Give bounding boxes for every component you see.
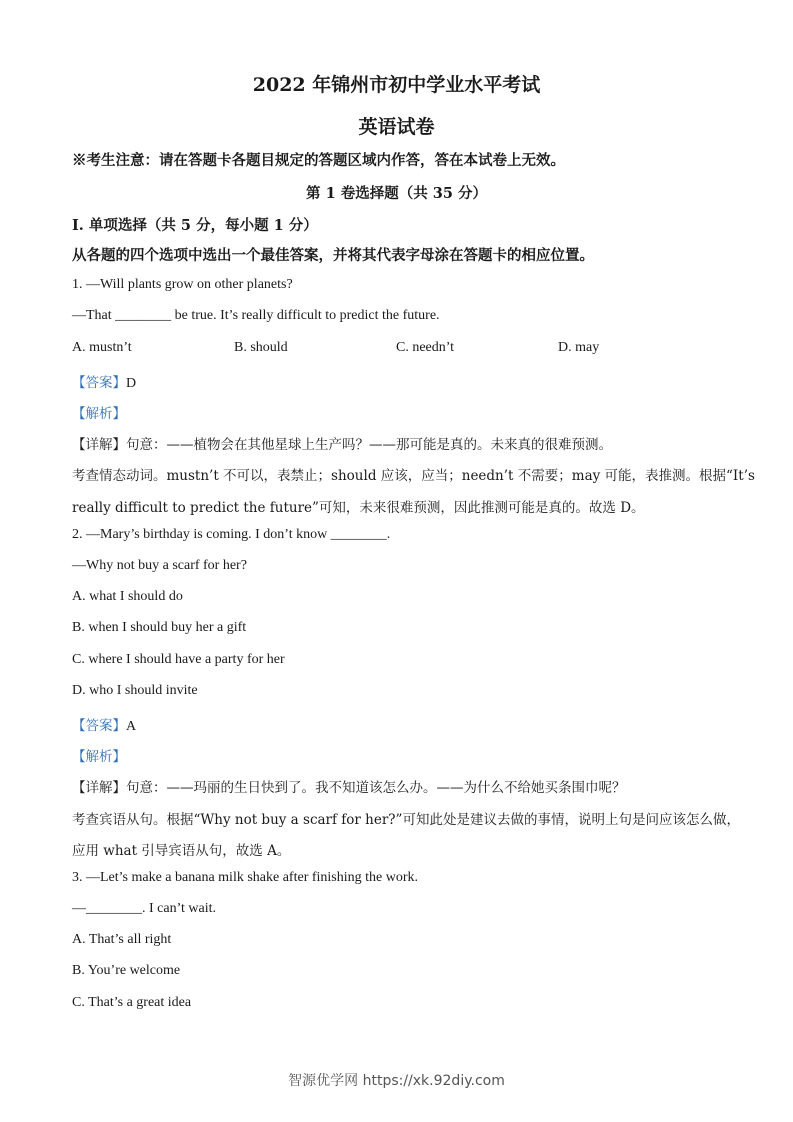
q1-detail-1 xyxy=(72,433,612,453)
q2-stem-2: —Why not buy a scarf for her? xyxy=(72,558,247,573)
q3-stem-2: —________. I can’t wait. xyxy=(72,901,216,916)
detail-tag: 【详解】 xyxy=(72,780,126,796)
section-heading: 第 1 卷选择题（共 35 分） xyxy=(306,185,487,202)
q3-option-c: C. That’s a great idea xyxy=(72,995,192,1010)
q2-answer xyxy=(72,714,136,735)
q1-option-d: D. may xyxy=(558,340,600,355)
q1-answer-value: D xyxy=(126,376,137,391)
q1-stem-2: —That ________ be true. It’s really difficult to predict the future. xyxy=(72,308,440,323)
answer-tag: 【答案】 xyxy=(72,718,126,734)
q2-detail-2: 考查宾语从句。根据“Why not buy a scarf for her?”可知此处是建议去做的事情，说明上句是问应该怎么做， xyxy=(72,812,740,828)
q2-option-a: A. what I should do xyxy=(72,589,183,604)
q2-analysis-tag: 【解析】 xyxy=(72,749,126,765)
q2-detail-1-text: 句意：——玛丽的生日快到了。我不知道该怎么办。——为什么不给她买条围巾呢？ xyxy=(126,780,626,796)
q2-detail-3: 应用 what 引导宾语从句，故选 A。 xyxy=(72,843,291,859)
exam-notice: ※考生注意：请在答题卡各题目规定的答题区域内作答，答在本试卷上无效。 xyxy=(72,152,565,169)
q3-stem-1: 3. —Let’s make a banana milk shake after finishing the work. xyxy=(72,870,419,885)
footer-watermark: 智源优学网 https://xk.92diy.com xyxy=(288,1073,505,1089)
q1-option-c: C. needn’t xyxy=(396,340,455,355)
q1-analysis-tag: 【解析】 xyxy=(72,406,126,422)
answer-tag: 【答案】 xyxy=(72,375,126,391)
q2-option-d: D. who I should invite xyxy=(72,683,198,698)
q1-detail-3: really difficult to predict the future”可知，未来很难预测，因此推测可能是真的。故选 D。 xyxy=(72,500,645,516)
q2-detail-1 xyxy=(72,776,626,796)
part-instruction: 从各题的四个选项中选出一个最佳答案，并将其代表字母涂在答题卡的相应位置。 xyxy=(72,247,594,264)
q1-option-b: B. should xyxy=(234,340,288,355)
detail-tag: 【详解】 xyxy=(72,437,126,453)
q2-answer-value: A xyxy=(126,719,137,734)
q3-option-a: A. That’s all right xyxy=(72,932,172,947)
q1-answer xyxy=(72,371,136,392)
q2-option-b: B. when I should buy her a gift xyxy=(72,620,247,635)
q2-stem-1: 2. —Mary’s birthday is coming. I don’t know ________. xyxy=(72,527,391,542)
q1-detail-2: 考查情态动词。mustn’t 不可以，表禁止；should 应该，应当；needn’t 不需要；may 可能，表推测。根据“It’s xyxy=(72,468,755,484)
part-title: I. 单项选择（共 5 分，每小题 1 分） xyxy=(72,217,318,234)
q1-stem-1: 1. —Will plants grow on other planets? xyxy=(72,277,293,292)
q2-option-c: C. where I should have a party for her xyxy=(72,652,285,667)
exam-title: 2022 年锦州市初中学业水平考试 xyxy=(252,74,541,96)
q1-option-a: A. mustn’t xyxy=(72,340,132,355)
q1-detail-1-text: 句意：——植物会在其他星球上生产吗？——那可能是真的。未来真的很难预测。 xyxy=(126,437,612,453)
q3-option-b: B. You’re welcome xyxy=(72,963,181,978)
exam-subtitle: 英语试卷 xyxy=(358,116,435,138)
